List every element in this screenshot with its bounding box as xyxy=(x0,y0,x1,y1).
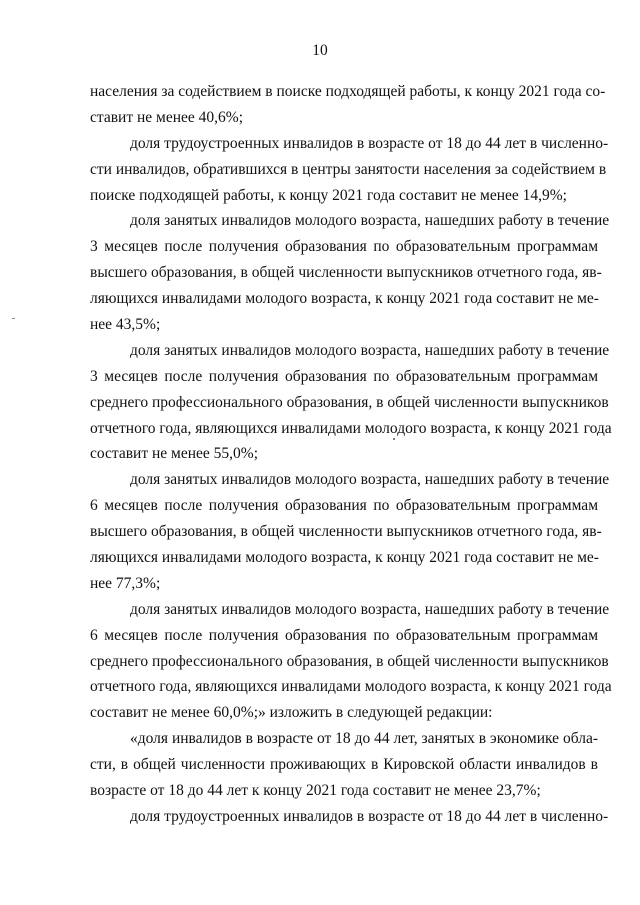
page-number: 10 xyxy=(312,42,328,59)
text-line: ляющихся инвалидами молодого возраста, к концу 2021 года составит не ме- xyxy=(90,290,599,308)
text-line: высшего образования, в общей численности выпускников отчетного года, яв- xyxy=(90,523,602,541)
text-line: 6 месяцев после получения образования по образовательным программам xyxy=(90,497,598,515)
scan-margin-mark xyxy=(12,318,15,319)
text-line: «доля инвалидов в возрасте от 18 до 44 лет, занятых в экономике обла- xyxy=(130,730,598,748)
text-line: нее 77,3%; xyxy=(90,574,161,592)
text-line: отчетного года, являющихся инвалидами молодого возраста, к концу 2021 года xyxy=(90,419,612,437)
text-line: составит не менее 55,0%; xyxy=(90,445,259,463)
text-line: доля занятых инвалидов молодого возраста, нашедших работу в течение xyxy=(130,471,610,489)
text-line: ляющихся инвалидами молодого возраста, к концу 2021 года составит не ме- xyxy=(90,549,599,567)
text-line: поиске подходящей работы, к концу 2021 года составит не менее 14,9%; xyxy=(90,186,567,204)
text-line: высшего образования, в общей численности выпускников отчетного года, яв- xyxy=(90,264,602,282)
text-line: сти, в общей численности проживающих в Кировской области инвалидов в xyxy=(90,756,598,774)
text-line: доля трудоустроенных инвалидов в возрасте от 18 до 44 лет в численно- xyxy=(130,134,609,152)
scan-speck xyxy=(393,438,395,440)
text-line: населения за содействием в поиске подходящей работы, к концу 2021 года со- xyxy=(90,83,606,100)
document-body xyxy=(90,79,612,830)
text-line: 6 месяцев после получения образования по образовательным программам xyxy=(90,626,598,644)
text-line: ставит не менее 40,6%; xyxy=(90,108,243,126)
text-line: среднего профессионального образования, в общей численности выпускников xyxy=(90,652,609,670)
text-line: составит не менее 60,0%;» изложить в следующей редакции: xyxy=(90,704,493,722)
text-line: доля занятых инвалидов молодого возраста, нашедших работу в течение xyxy=(130,600,610,618)
text-line: нее 43,5%; xyxy=(90,316,161,334)
text-line: 3 месяцев после получения образования по образовательным программам xyxy=(90,238,598,256)
text-line: отчетного года, являющихся инвалидами молодого возраста, к концу 2021 года xyxy=(90,678,612,696)
text-line: доля занятых инвалидов молодого возраста, нашедших работу в течение xyxy=(130,341,610,359)
text-line: среднего профессионального образования, в общей численности выпускников xyxy=(90,393,609,411)
text-line: возрасте от 18 до 44 лет к концу 2021 года составит не менее 23,7%; xyxy=(90,782,541,800)
text-line: 3 месяцев после получения образования по образовательным программам xyxy=(90,367,598,385)
text-line: сти инвалидов, обратившихся в центры занятости населения за содействием в xyxy=(90,160,607,178)
text-line: доля занятых инвалидов молодого возраста, нашедших работу в течение xyxy=(130,212,610,230)
text-line: доля трудоустроенных инвалидов в возрасте от 18 до 44 лет в численно- xyxy=(130,807,609,825)
